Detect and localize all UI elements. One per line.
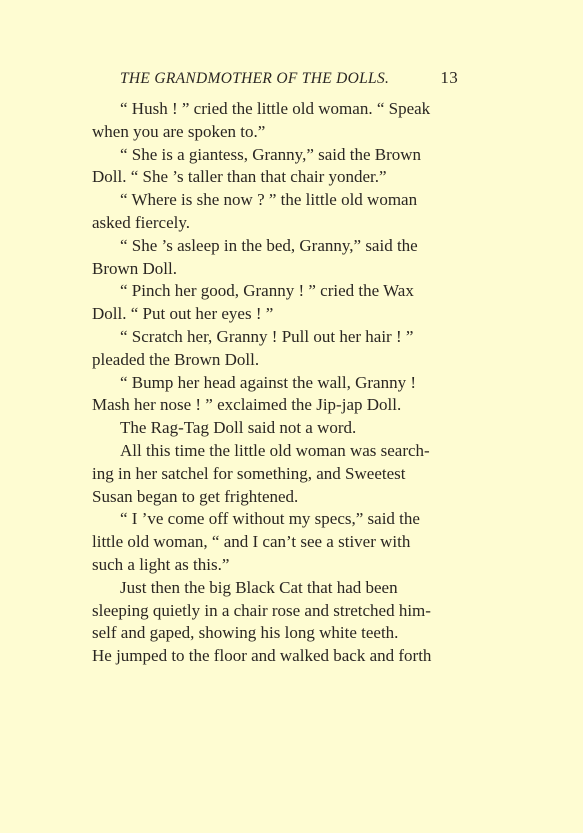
text-line: “ Scratch her, Granny ! Pull out her hair ! ” <box>120 326 414 346</box>
text-line: Brown Doll. <box>92 258 177 278</box>
text-line: Mash her nose ! ” exclaimed the Jip-jap Doll. <box>92 395 402 415</box>
text-line: “ Where is she now ? ” the little old woman <box>120 190 418 210</box>
body-text <box>92 98 476 668</box>
text-line: sleeping quietly in a chair rose and stretched him- <box>92 600 431 620</box>
text-line: Doll. “ Put out her eyes ! ” <box>92 304 274 324</box>
text-line: little old woman, “ and I can’t see a stiver with <box>92 532 411 552</box>
text-line: Susan began to get frightened. <box>92 486 299 506</box>
text-line: pleaded the Brown Doll. <box>92 349 260 369</box>
page-header <box>120 70 458 92</box>
text-line: He jumped to the floor and walked back and forth <box>92 646 432 666</box>
text-line: All this time the little old woman was search- <box>120 440 430 460</box>
text-line: ing in her satchel for something, and Sweetest <box>92 463 406 483</box>
text-line: asked fiercely. <box>92 212 191 232</box>
page-number: 13 <box>440 68 458 87</box>
text-line: such a light as this.” <box>92 554 230 574</box>
running-title: THE GRANDMOTHER OF THE DOLLS. <box>120 70 390 87</box>
text-line: when you are spoken to.” <box>92 121 266 141</box>
text-line: Doll. “ She ’s taller than that chair yonder.” <box>92 167 387 187</box>
text-line: “ She is a giantess, Granny,” said the Brown <box>120 144 422 164</box>
text-line: “ She ’s asleep in the bed, Granny,” said the <box>120 235 418 255</box>
text-line: “ I ’ve come off without my specs,” said the <box>120 509 420 529</box>
text-line: The Rag-Tag Doll said not a word. <box>120 418 357 438</box>
text-line: Just then the big Black Cat that had been <box>120 577 398 597</box>
text-line: “ Pinch her good, Granny ! ” cried the Wax <box>120 281 414 301</box>
text-line: “ Hush ! ” cried the little old woman. “ Speak <box>120 99 431 118</box>
text-line: self and gaped, showing his long white teeth. <box>92 623 399 643</box>
text-line: “ Bump her head against the wall, Granny ! <box>120 372 416 392</box>
